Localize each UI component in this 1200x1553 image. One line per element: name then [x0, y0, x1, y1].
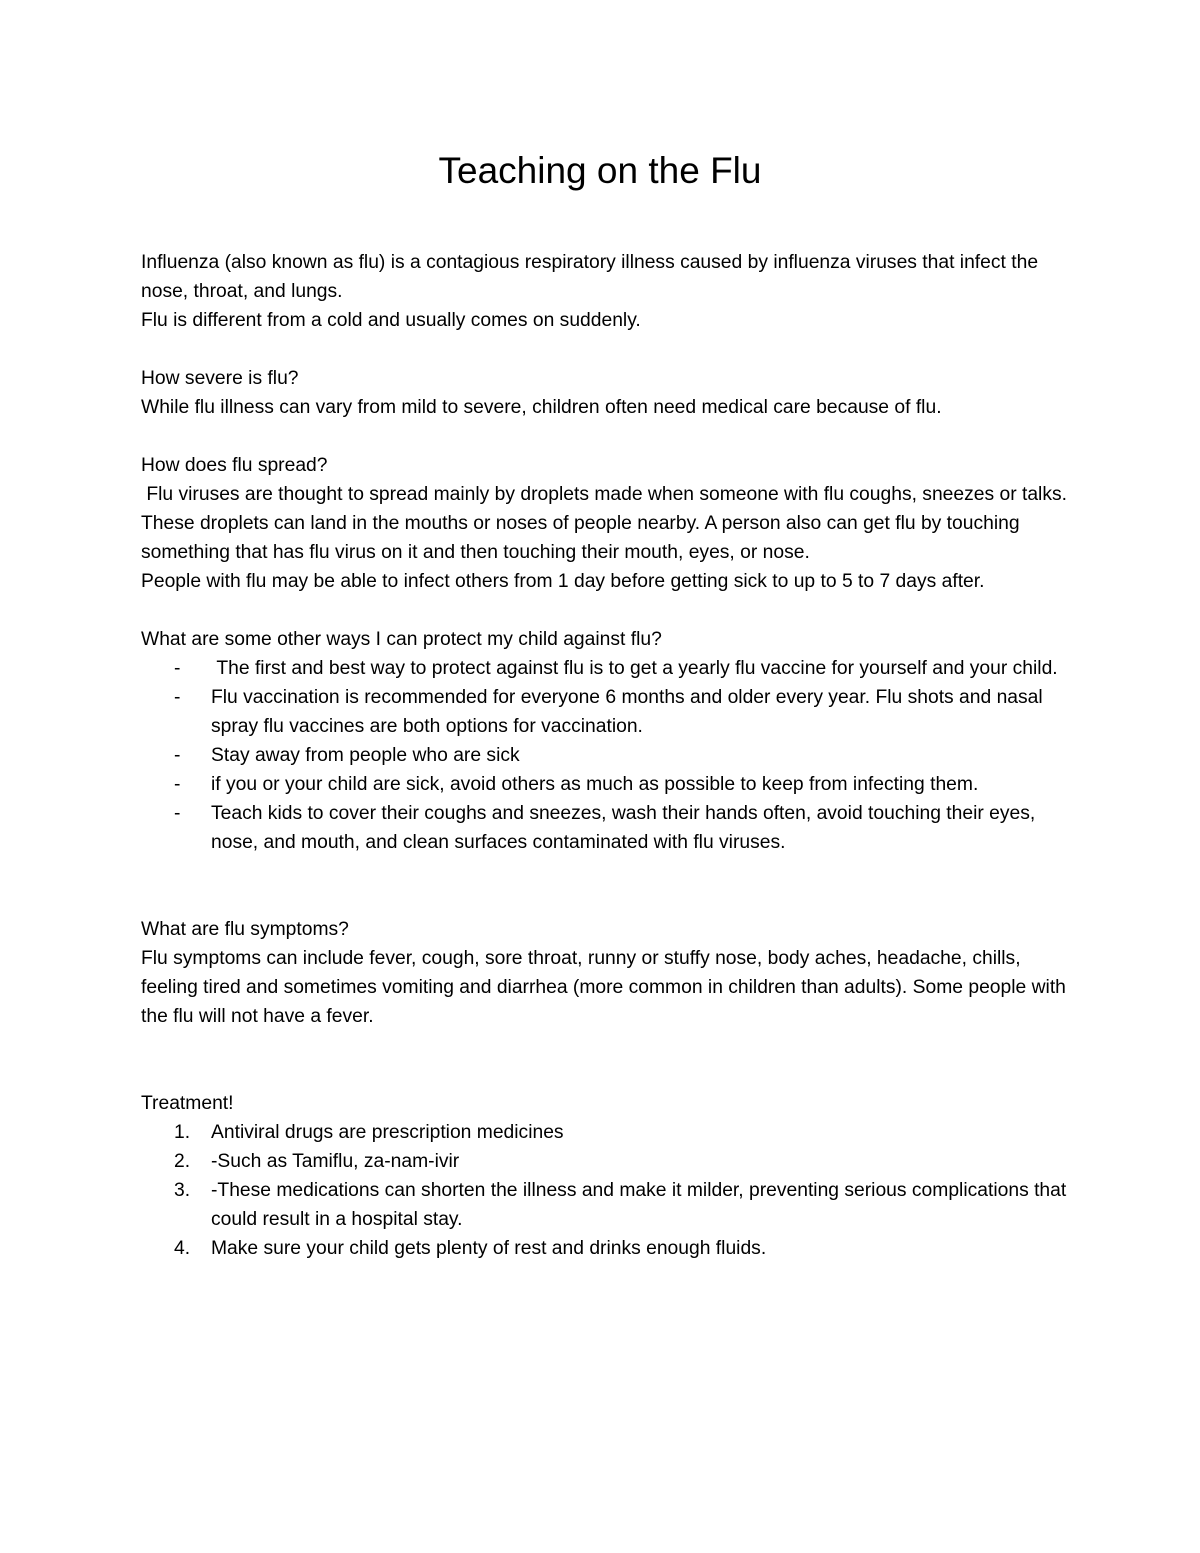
- list-item: [141, 1147, 1076, 1176]
- number-marker: 1.: [174, 1122, 191, 1143]
- dash-marker: -: [174, 687, 181, 708]
- list-item: [141, 799, 1076, 857]
- list-item-text: Stay away from people who are sick: [211, 745, 520, 766]
- treatment-heading: Treatment!: [141, 1093, 234, 1114]
- spacer: [141, 857, 1076, 915]
- severity-text: While flu illness can vary from mild to severe, children often need medical care because of flu.: [141, 397, 942, 418]
- number-marker: 2.: [174, 1151, 191, 1172]
- treatment-list: [141, 1118, 1076, 1263]
- number-marker: 4.: [174, 1238, 191, 1259]
- list-item: [141, 1234, 1076, 1263]
- list-item: [141, 1118, 1076, 1147]
- protect-heading: What are some other ways I can protect my child against flu?: [141, 629, 662, 650]
- intro-paragraph: Influenza (also known as flu) is a contagious respiratory illness caused by influenza viruses that infect the nose, throat, and lungs.: [141, 252, 1039, 302]
- dash-marker: -: [174, 774, 181, 795]
- spread-paragraph: People with flu may be able to infect others from 1 day before getting sick to up to 5 to 7 days after.: [141, 571, 985, 592]
- list-item: [141, 683, 1076, 741]
- list-item-text: Teach kids to cover their coughs and sneezes, wash their hands often, avoid touching their eyes, nose, and mouth, and clean surfaces contaminated with flu viruses.: [211, 803, 1036, 853]
- list-item-text: Antiviral drugs are prescription medicines: [211, 1122, 564, 1143]
- list-item-text: Make sure your child gets plenty of rest and drinks enough fluids.: [211, 1238, 767, 1259]
- protect-list: [141, 654, 1076, 857]
- document-body: [141, 248, 1076, 1263]
- symptoms-heading: What are flu symptoms?: [141, 919, 349, 940]
- severity-heading: How severe is flu?: [141, 368, 299, 389]
- list-item: [141, 770, 1076, 799]
- number-marker: 3.: [174, 1180, 191, 1201]
- document-title: Teaching on the Flu: [438, 150, 762, 191]
- list-item-text: Flu vaccination is recommended for everyone 6 months and older every year. Flu shots and nasal spray flu vaccines are both options for vaccination.: [211, 687, 1043, 737]
- list-item: [141, 1176, 1076, 1234]
- list-item-text: -These medications can shorten the illness and make it milder, preventing serious complications that could result in a hospital stay.: [211, 1180, 1067, 1230]
- list-item: [141, 741, 1076, 770]
- dash-marker: -: [174, 658, 181, 679]
- spacer: [141, 422, 1076, 451]
- list-item-text: if you or your child are sick, avoid others as much as possible to keep from infecting them.: [211, 774, 979, 795]
- spacer: [141, 596, 1076, 625]
- dash-marker: -: [174, 745, 181, 766]
- list-item-text: The first and best way to protect against flu is to get a yearly flu vaccine for yourself and your child.: [211, 658, 1058, 679]
- spread-heading: How does flu spread?: [141, 455, 328, 476]
- spread-paragraph: These droplets can land in the mouths or noses of people nearby. A person also can get flu by touching something that has flu virus on it and then touching their mouth, eyes, or nose.: [141, 513, 1020, 563]
- spread-paragraph: Flu viruses are thought to spread mainly by droplets made when someone with flu coughs, sneezes or talks.: [141, 484, 1067, 505]
- symptoms-text: Flu symptoms can include fever, cough, sore throat, runny or stuffy nose, body aches, headache, chills, feeling tired and sometimes vomiting and diarrhea (more common in children than adults). Some people with the flu will not have a fever.: [141, 948, 1066, 1027]
- spacer: [141, 1031, 1076, 1089]
- dash-marker: -: [174, 803, 181, 824]
- intro-paragraph: Flu is different from a cold and usually comes on suddenly.: [141, 310, 641, 331]
- list-item-text: -Such as Tamiflu, za-nam-ivir: [211, 1151, 460, 1172]
- spacer: [141, 335, 1076, 364]
- list-item: [141, 654, 1076, 683]
